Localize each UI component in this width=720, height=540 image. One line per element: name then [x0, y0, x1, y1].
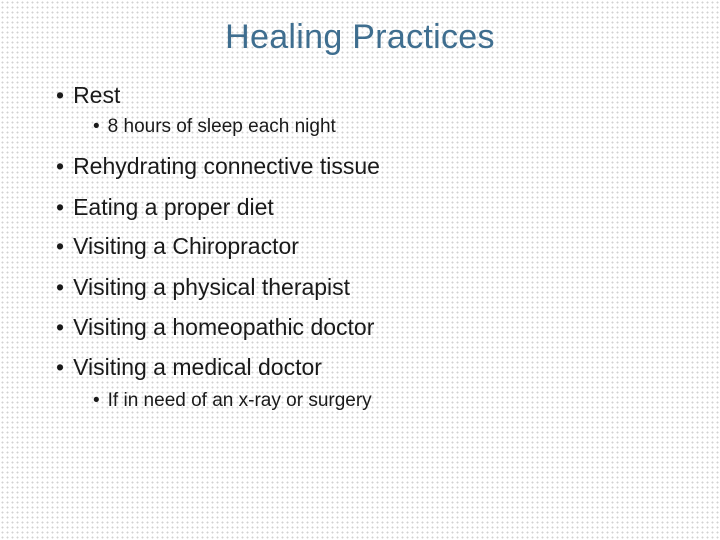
- bullet-text: Rehydrating connective tissue: [73, 153, 380, 179]
- bullet-item-rest: [56, 80, 120, 110]
- bullet-text: Rest: [73, 82, 121, 108]
- bullet-item-rehydrating: [56, 151, 380, 181]
- bullet-text: Visiting a homeopathic doctor: [73, 314, 375, 340]
- bullet-glyph: •: [93, 390, 100, 411]
- bullet-item-homeopathic-doctor: [56, 312, 374, 342]
- bullet-glyph: •: [56, 82, 65, 108]
- bullet-glyph: •: [93, 116, 100, 137]
- bullet-text: Visiting a physical therapist: [73, 274, 351, 300]
- bullet-text: Visiting a medical doctor: [73, 354, 322, 380]
- bullet-text: If in need of an x-ray or surgery: [107, 390, 372, 411]
- bullet-text: 8 hours of sleep each night: [107, 116, 336, 137]
- bullet-glyph: •: [56, 274, 65, 300]
- bullet-text: Eating a proper diet: [73, 194, 274, 220]
- bullet-glyph: •: [56, 354, 65, 380]
- slide-title: Healing Practices: [225, 18, 495, 56]
- sub-bullet-item-sleep: [93, 114, 336, 140]
- bullet-item-physical-therapist: [56, 272, 350, 302]
- bullet-glyph: •: [56, 153, 65, 179]
- bullet-text: Visiting a Chiropractor: [73, 233, 299, 259]
- bullet-glyph: •: [56, 233, 65, 259]
- bullet-item-medical-doctor: [56, 352, 322, 382]
- sub-bullet-item-xray-surgery: [93, 388, 372, 414]
- bullet-item-diet: [56, 192, 274, 222]
- bullet-item-chiropractor: [56, 231, 299, 261]
- bullet-glyph: •: [56, 194, 65, 220]
- bullet-glyph: •: [56, 314, 65, 340]
